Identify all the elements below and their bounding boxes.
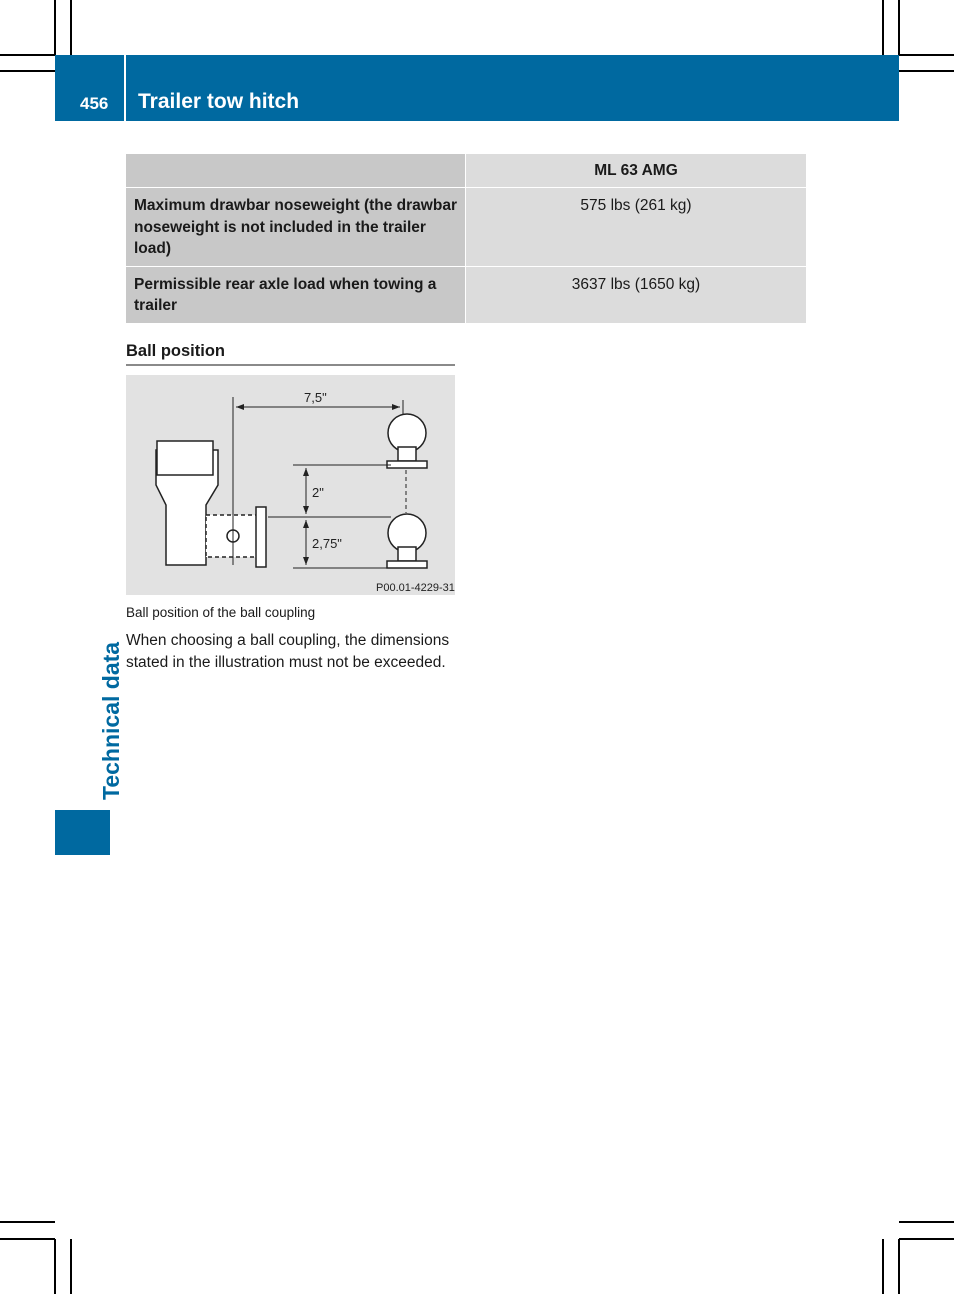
arrowhead xyxy=(392,404,400,410)
dim-label-horizontal: 7,5" xyxy=(304,390,327,405)
section-title: Trailer tow hitch xyxy=(138,90,300,113)
crop-mark xyxy=(882,0,884,55)
table-row-value: 575 lbs (261 kg) xyxy=(466,188,807,267)
table-header-row xyxy=(126,154,806,188)
receiver-plate xyxy=(256,507,266,567)
ball-position-diagram xyxy=(126,375,455,595)
arrowhead xyxy=(303,468,309,476)
crop-mark xyxy=(70,1239,72,1294)
crop-mark xyxy=(899,70,954,72)
hitch-bar-cap xyxy=(157,441,213,475)
crop-mark xyxy=(0,1221,55,1223)
dim-label-lower: 2,75" xyxy=(312,536,342,551)
side-tab-marker xyxy=(55,810,110,855)
crop-mark xyxy=(898,1239,900,1294)
crop-mark xyxy=(54,0,56,55)
header-divider xyxy=(124,55,126,121)
lower-ball-neck xyxy=(398,547,416,561)
crop-mark xyxy=(70,0,72,55)
crop-mark xyxy=(899,1238,954,1240)
table-row-label: Maximum drawbar noseweight (the drawbar noseweight is not included in the trailer load) xyxy=(126,188,466,267)
body-paragraph: When choosing a ball coupling, the dimensions stated in the illustration must not be exceeded. xyxy=(126,632,450,671)
table-header-model: ML 63 AMG xyxy=(466,154,807,188)
arrowhead xyxy=(236,404,244,410)
figure-code: P00.01-4229-31 xyxy=(376,582,455,594)
crop-mark xyxy=(899,1221,954,1223)
upper-ball-base xyxy=(387,461,427,468)
crop-mark xyxy=(898,0,900,55)
heading-rule xyxy=(126,364,455,366)
crop-mark xyxy=(899,54,954,56)
spec-table xyxy=(126,154,806,323)
ball-position-heading: Ball position xyxy=(126,342,225,360)
crop-mark xyxy=(0,70,55,72)
crop-mark xyxy=(882,1239,884,1294)
arrowhead xyxy=(303,520,309,528)
side-tab-label: Technical data xyxy=(98,641,124,800)
arrowhead xyxy=(303,557,309,565)
figure-caption: Ball position of the ball coupling xyxy=(126,605,316,620)
table-row xyxy=(126,266,806,323)
table-row-label: Permissible rear axle load when towing a trailer xyxy=(126,266,466,323)
crop-mark xyxy=(54,1239,56,1294)
table-header-empty-cell xyxy=(126,154,466,188)
ball-position-illustration xyxy=(126,375,455,595)
dim-label-upper: 2" xyxy=(312,485,324,500)
arrowhead xyxy=(303,506,309,514)
lower-ball-base xyxy=(387,561,427,568)
page-number: 456 xyxy=(80,94,109,113)
upper-ball-neck xyxy=(398,447,416,461)
table-row xyxy=(126,188,806,267)
crop-mark xyxy=(0,1238,55,1240)
table-row-value: 3637 lbs (1650 kg) xyxy=(466,266,807,323)
crop-mark xyxy=(0,54,55,56)
